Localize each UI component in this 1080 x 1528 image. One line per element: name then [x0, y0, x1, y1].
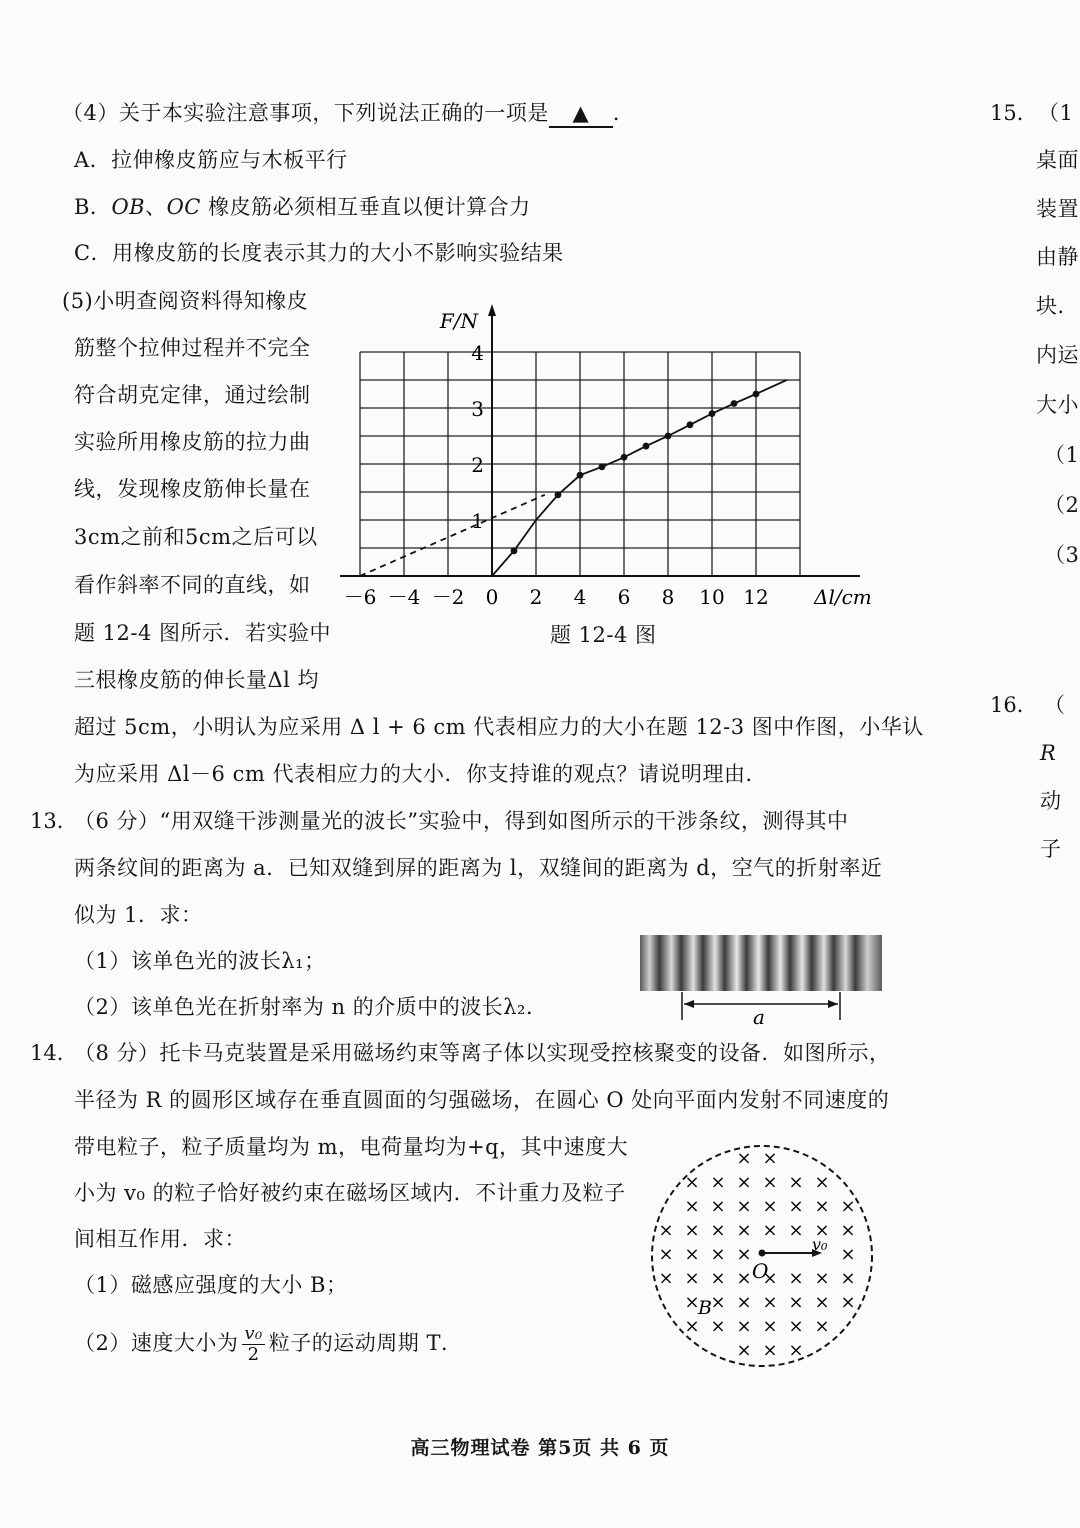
q14-line: （8 分）托卡马克装置是采用磁场约束等离子体以实现受控核聚变的设备．如图所示， — [74, 1041, 891, 1065]
field-cross-icon: × — [762, 1196, 778, 1217]
data-point — [687, 421, 694, 428]
q13-line: （6 分）“用双缝干涉测量光的波长”实验中，得到如图所示的干涉条纹，测得其中 — [74, 809, 849, 833]
data-point — [753, 391, 760, 398]
field-cross-icon: × — [840, 1244, 856, 1265]
x-tick-label: 10 — [699, 585, 725, 609]
field-cross-icon: × — [840, 1268, 856, 1289]
q12-p5-line: 筋整个拉伸过程并不完全 — [74, 336, 311, 360]
fringe-distance-label: a — [753, 1005, 765, 1029]
field-cross-icon: × — [736, 1268, 752, 1289]
q12-option-a: A．拉伸橡皮筋应与木板平行 — [74, 148, 348, 172]
field-cross-icon: × — [762, 1268, 778, 1289]
field-cross-icon: × — [684, 1244, 700, 1265]
series-line-extension — [360, 495, 545, 576]
q15-fragment: （2 — [1044, 493, 1080, 517]
q15-fragment: 大小 — [1036, 393, 1079, 417]
q14-line: 带电粒子，粒子质量均为 m，电荷量均为+q，其中速度大 — [74, 1135, 629, 1159]
velocity-label: v₀ — [812, 1235, 828, 1254]
field-cross-icon: × — [788, 1196, 804, 1217]
chart-series — [360, 380, 787, 576]
field-cross-icon: × — [736, 1316, 752, 1337]
x-axis-label: Δl/cm — [814, 585, 872, 609]
data-point — [511, 547, 518, 554]
x-tick-label: 2 — [529, 585, 543, 609]
x-tick-label: －4 — [387, 585, 421, 609]
field-cross-icon: × — [788, 1316, 804, 1337]
q15-number: 15． — [990, 101, 1038, 125]
chart-axes — [340, 304, 860, 576]
q15-fragment: （1 — [1038, 101, 1074, 125]
field-cross-icon: × — [736, 1244, 752, 1265]
data-point — [555, 491, 562, 498]
q12-p5-line: 实验所用橡皮筋的拉力曲 — [74, 430, 311, 454]
field-cross-icon: × — [814, 1268, 830, 1289]
figure-caption: 题 12-4 图 — [550, 623, 657, 647]
field-cross-icon: × — [736, 1172, 752, 1193]
field-cross-icon: × — [762, 1340, 778, 1361]
field-cross-icon: × — [710, 1244, 726, 1265]
y-tick-label: 3 — [471, 397, 484, 421]
q14-sub2: （2）速度大小为 $\frac{\text{v₀}}{2}$ 粒子的运动周期 T． — [74, 1323, 463, 1365]
fringe-pattern — [640, 935, 882, 991]
q15-fragment: 内运 — [1036, 343, 1079, 367]
x-tick-label: 4 — [573, 585, 587, 609]
field-cross-icon: × — [684, 1220, 700, 1241]
field-cross-icon: × — [814, 1196, 830, 1217]
q15-fragment: 桌面 — [1036, 148, 1079, 172]
x-tick-label: 6 — [617, 585, 631, 609]
field-cross-icon: × — [788, 1292, 804, 1313]
field-cross-icon: × — [658, 1268, 674, 1289]
x-tick-label: 0 — [485, 585, 499, 609]
force-extension-chart — [330, 298, 875, 658]
field-cross-icon: × — [762, 1292, 778, 1313]
data-point — [599, 463, 606, 470]
q16-number: 16． — [990, 693, 1038, 717]
x-tick-label: 8 — [661, 585, 675, 609]
q12-option-c: C．用橡皮筋的长度表示其力的大小不影响实验结果 — [74, 241, 564, 265]
field-cross-icon: × — [762, 1148, 778, 1169]
y-tick-label: 1 — [471, 509, 484, 533]
field-cross-icon: × — [710, 1220, 726, 1241]
field-cross-icon: × — [762, 1220, 778, 1241]
q13-sub2: （2）该单色光在折射率为 n 的介质中的波长λ₂． — [74, 995, 548, 1019]
q14-line: 半径为 R 的圆形区域存在垂直圆面的匀强磁场，在圆心 O 处向平面内发射不同速度的 — [74, 1088, 890, 1112]
q14-sub1: （1）磁感应强度的大小 B； — [74, 1273, 348, 1297]
field-cross-icon: × — [710, 1316, 726, 1337]
answer-blank — [549, 102, 613, 128]
field-cross-icon: × — [658, 1220, 674, 1241]
q15-fragment: 由静 — [1036, 245, 1079, 269]
y-axis-arrow-icon — [488, 304, 496, 316]
q12-p4-stem: （4）关于本实验注意事项，下列说法正确的一项是 ▲ ． — [62, 98, 634, 128]
magnetic-field-figure — [646, 1140, 878, 1372]
field-cross-icon: × — [788, 1268, 804, 1289]
q15-fragment: （3 — [1044, 543, 1080, 567]
field-cross-icon: × — [710, 1268, 726, 1289]
origin-label: O — [752, 1259, 769, 1283]
q14-line: 间相互作用．求： — [74, 1227, 246, 1251]
q13-sub1: （1）该单色光的波长λ₁； — [74, 949, 326, 973]
x-tick-label: －6 — [343, 585, 377, 609]
data-point — [577, 472, 584, 479]
data-point — [709, 410, 716, 417]
y-tick-label: 4 — [471, 341, 484, 365]
y-axis-label: F/N — [439, 309, 478, 333]
q16-fragment: R — [1040, 741, 1057, 765]
data-point — [643, 443, 650, 450]
chart-labels — [344, 309, 872, 609]
data-point — [731, 400, 738, 407]
data-point — [665, 433, 672, 440]
field-cross-icon: × — [814, 1316, 830, 1337]
field-cross-icon: × — [840, 1196, 856, 1217]
q12-p5-line: 3cm之前和5cm之后可以 — [74, 525, 318, 549]
q16-fragment: 动 — [1040, 789, 1062, 813]
field-cross-icon: × — [736, 1340, 752, 1361]
field-cross-icon: × — [710, 1292, 726, 1313]
y-tick-label: 2 — [471, 453, 484, 477]
field-cross-icon: × — [684, 1196, 700, 1217]
field-cross-icon: × — [788, 1172, 804, 1193]
q12-p5-line: 符合胡克定律，通过绘制 — [74, 383, 311, 407]
interference-fringes-figure — [636, 930, 886, 1030]
field-cross-icon: × — [840, 1220, 856, 1241]
field-cross-icon: × — [684, 1268, 700, 1289]
field-cross-icon: × — [788, 1220, 804, 1241]
field-cross-icon: × — [684, 1292, 700, 1313]
field-cross-icon: × — [762, 1316, 778, 1337]
answer-triangle-icon: ▲ — [572, 101, 590, 125]
q13-number: 13. — [30, 809, 64, 833]
field-cross-icon: × — [684, 1316, 700, 1337]
chart-grid — [360, 352, 800, 576]
field-cross-icon: × — [658, 1244, 674, 1265]
x-tick-label: －2 — [431, 585, 465, 609]
field-label: B — [698, 1297, 712, 1319]
field-cross-icon: × — [736, 1196, 752, 1217]
velocity-fraction: $\frac{\text{v₀}}{2}$ — [244, 1323, 263, 1365]
field-cross-icon: × — [840, 1292, 856, 1313]
field-cross-icon: × — [814, 1172, 830, 1193]
field-cross-icon: × — [814, 1220, 830, 1241]
field-cross-icon: × — [736, 1292, 752, 1313]
field-cross-icon: × — [736, 1148, 752, 1169]
field-cross-icon: × — [736, 1220, 752, 1241]
q16-fragment: （ — [1044, 693, 1066, 717]
q12-p5-line: (5)小明查阅资料得知橡皮 — [62, 289, 309, 313]
field-cross-icon: × — [814, 1292, 830, 1313]
data-point — [621, 454, 628, 461]
field-cross-icon: × — [684, 1172, 700, 1193]
q12-p5-line: 三根橡皮筋的伸长量Δl 均 — [74, 668, 320, 692]
q16-fragment: 子 — [1040, 837, 1062, 861]
field-cross-icon: × — [710, 1172, 726, 1193]
q13-line: 两条纹间的距离为 a．已知双缝到屏的距离为 l，双缝间的距离为 d，空气的折射率近 — [74, 856, 883, 880]
q13-line: 似为 1．求： — [74, 903, 203, 927]
q15-fragment: （1 — [1044, 443, 1080, 467]
q12-p5-line: 看作斜率不同的直线，如 — [74, 573, 311, 597]
q12-p5-continuation: 为应采用 Δl－6 cm 代表相应力的大小．你支持谁的观点？请说明理由． — [74, 762, 767, 786]
field-cross-icon: × — [762, 1172, 778, 1193]
q15-fragment: 装置 — [1036, 197, 1079, 221]
q14-number: 14. — [30, 1041, 64, 1065]
field-crosses — [658, 1148, 855, 1361]
q15-fragment: 块． — [1036, 294, 1079, 318]
q12-option-b: B．OB、OC 橡皮筋必须相互垂直以便计算合力 — [74, 195, 531, 219]
q14-line: 小为 v₀ 的粒子恰好被约束在磁场区域内．不计重力及粒子 — [74, 1181, 626, 1205]
x-tick-label: 12 — [743, 585, 769, 609]
q12-p5-line: 题 12-4 图所示．若实验中 — [74, 621, 332, 645]
field-cross-icon: × — [710, 1196, 726, 1217]
q12-p5-continuation: 超过 5cm，小明认为应采用 Δ l + 6 cm 代表相应力的大小在题 12-3 图中作图，小华认 — [74, 715, 924, 739]
q12-p5-line: 线，发现橡皮筋伸长量在 — [74, 477, 311, 501]
page-footer: 高三物理试卷 第5页 共 6 页 — [410, 1437, 670, 1459]
field-cross-icon: × — [788, 1340, 804, 1361]
